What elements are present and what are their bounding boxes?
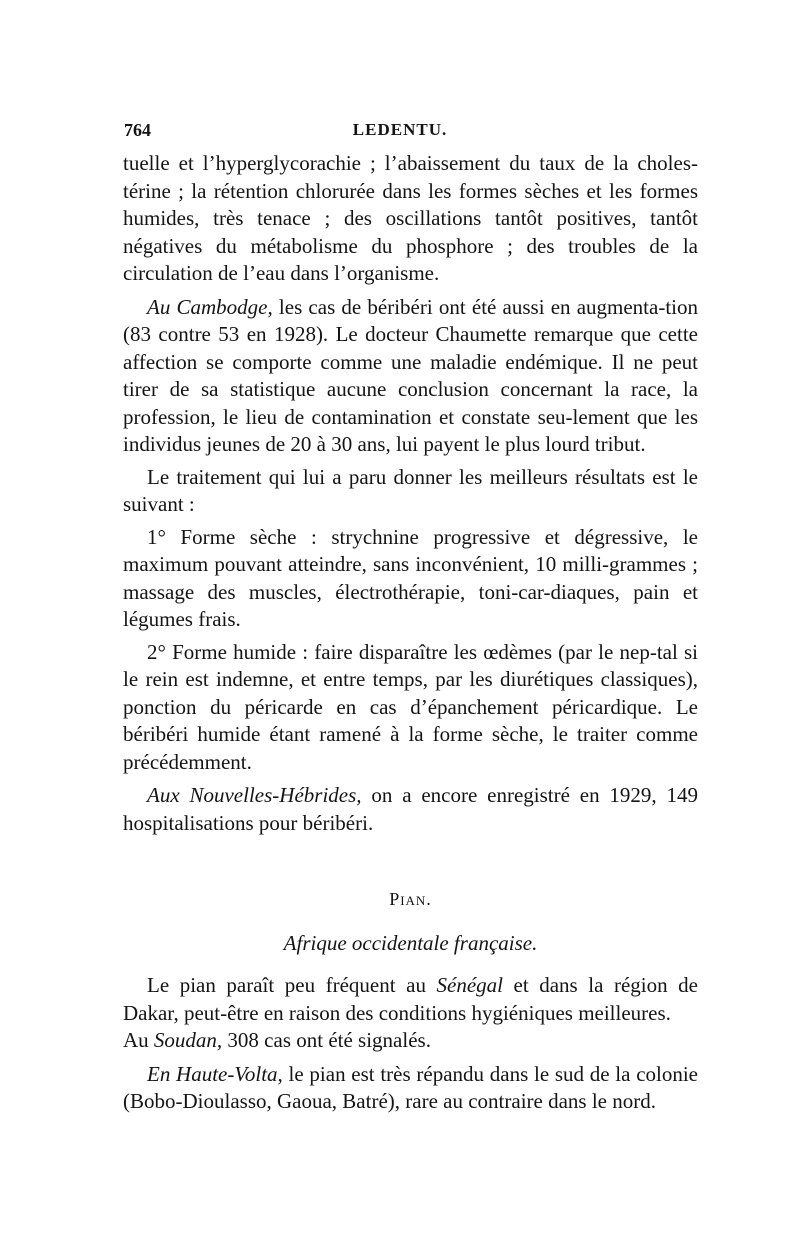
- paragraph-pian-haute-volta: [123, 1061, 698, 1116]
- paragraph-text: tuelle et l’hyperglycorachie ; l’abaissement du taux de la choles-térine ; la rétention chlorurée dans les formes sèches et les formes humides, très tenace ; des oscillations tantôt positives, tantôt négatives du métabolisme du phosphore ; des troubles de la circulation de l’eau dans l’organisme.: [123, 151, 698, 285]
- paragraph-continuation: [123, 150, 698, 288]
- page-header: [0, 120, 800, 144]
- paragraph-treatment: [123, 464, 698, 519]
- page-number: 764: [124, 120, 151, 140]
- place-name: Sénégal: [436, 973, 503, 997]
- paragraph-text: on a encore enregistré en 1929, 149 hospitalisations pour béribéri.: [123, 783, 698, 835]
- paragraph-cambodge: [123, 294, 698, 459]
- paragraph-text: les cas de béribéri ont été aussi en augmenta-tion (83 contre 53 en 1928). Le docteur Chaumette remarque que cette affection se comporte comme une maladie endémique. Il ne peut tirer de sa statistique aucune conclusion concernant la race, la profession, le lieu de contamination et constate seu-lement que les individus jeunes de 20 à 30 ans, lui payent le plus lourd tribut.: [123, 294, 698, 456]
- paragraph-text: 1° Forme sèche : strychnine progressive et dégressive, le maximum pouvant atteindre, sans inconvénient, 10 milli-grammes ; massage des muscles, électrothérapie, toni-car-diaques, pain et légumes frais.: [123, 524, 698, 631]
- paragraph-intro: Au Cambodge,: [147, 294, 273, 319]
- place-name: Soudan,: [153, 1028, 223, 1052]
- subsection-title: Afrique occidentale française.: [283, 931, 538, 955]
- paragraph-text: 2° Forme humide : faire disparaître les œdèmes (par le nep-tal si le rein est indemne, et entre temps, par les diurétiques classiques), ponction du péricarde en cas d’épanchement péricardique. Le béribéri humide étant ramené à la forme sèche, le traiter comme précédemment.: [123, 639, 698, 774]
- place-name: En Haute-Volta,: [147, 1061, 283, 1086]
- paragraph-pian-senegal: [123, 972, 698, 1027]
- text-run: et dans la région de Dakar, peut-être en raison des conditions hygiéniques meilleures.: [123, 973, 698, 1025]
- running-head: LEDENTU.: [352, 120, 448, 139]
- text-run: le pian est très répandu dans le sud de la colonie (Bobo-Dioulasso, Gaoua, Batré), rare au contraire dans le nord.: [123, 1061, 699, 1113]
- paragraph-dry-form: [123, 524, 698, 634]
- paragraph-wet-form: [123, 639, 698, 777]
- paragraph-intro: Aux Nouvelles-Hébrides,: [147, 783, 362, 807]
- text-run: 308 cas ont été signalés.: [222, 1028, 431, 1052]
- paragraph-text: Le traitement qui lui a paru donner les meilleurs résultats est le suivant :: [123, 464, 698, 516]
- paragraph-pian-soudan: [123, 1027, 698, 1055]
- section-title: Pian.: [389, 889, 432, 909]
- text-run: Le pian paraît peu fréquent au: [147, 973, 437, 997]
- paragraph-hebrides: [123, 782, 698, 837]
- body-text: [123, 150, 698, 1116]
- text-run: Au: [123, 1028, 154, 1052]
